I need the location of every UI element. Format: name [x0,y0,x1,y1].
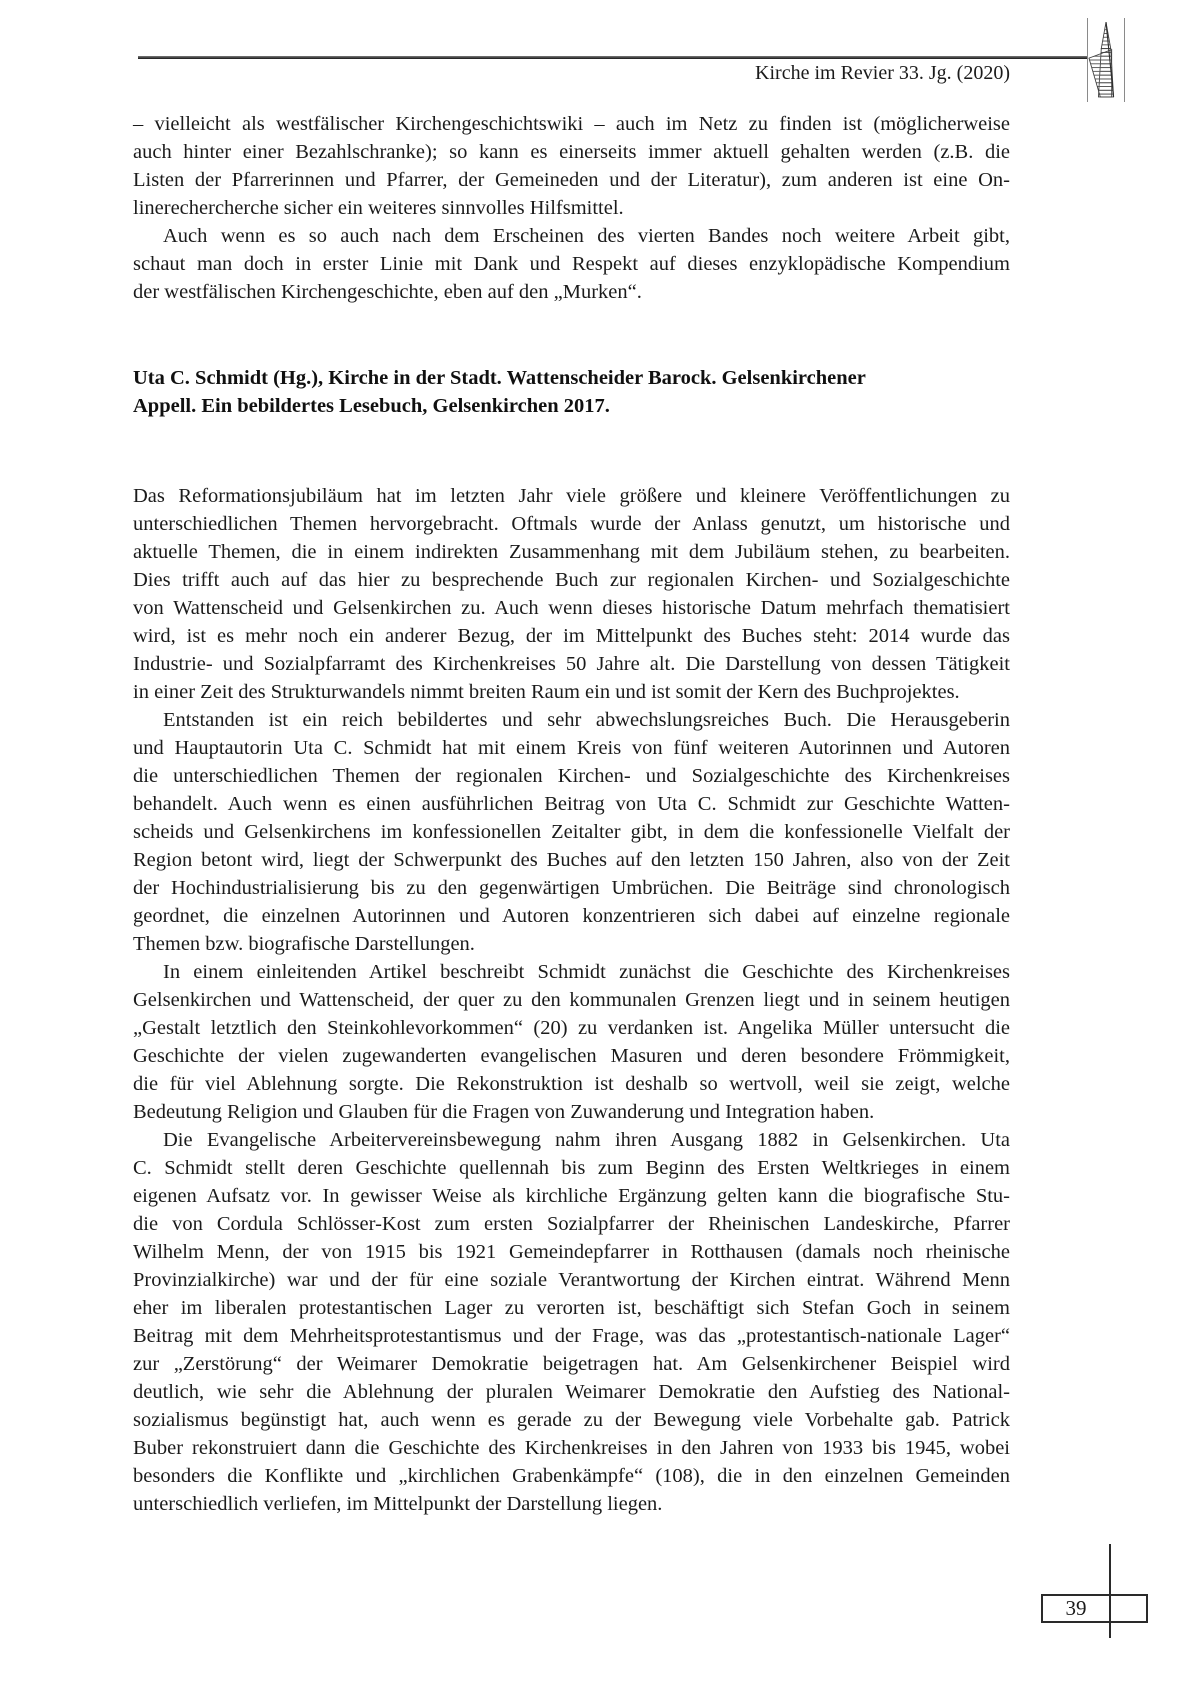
text-line: linerechercherche sicher ein weiteres sinnvolles Hilfsmittel. [133,197,624,219]
paragraph-murken-conclusion [133,222,1010,306]
paragraph-arbeitervereinsbewegung [133,1126,1010,1518]
text-line: Industrie- und Sozialpfarramt des Kirchenkreises 50 Jahre alt. Die Darstellung von dessen Tätigkeit [133,653,1010,675]
text-line: C. Schmidt stellt deren Geschichte quellennah bis zum Beginn des Ersten Weltkrieges in einem [133,1157,1010,1179]
text-line: sozialismus begünstigt hat, auch wenn es gerade zu der Bewegung viele Vorbehalte gab. Patrick [133,1409,1010,1431]
text-line: scheids und Gelsenkirchens im konfessionellen Zeitalter gibt, in dem die konfessionelle Vielfalt der [133,821,1010,843]
text-line: die von Cordula Schlösser-Kost zum ersten Sozialpfarrer der Rheinischen Landeskirche, Pfarrer [133,1213,1010,1235]
text-line: zur „Zerstörung“ der Weimarer Demokratie beigetragen hat. Am Gelsenkirchener Beispiel wird [133,1353,1010,1375]
text-line: besonders die Konflikte und „kirchlichen Grabenkämpfe“ (108), die in den einzelnen Gemeinden [133,1465,1010,1487]
text-line: Appell. Ein bebildertes Lesebuch, Gelsenkirchen 2017. [133,395,610,417]
text-line: eigenen Aufsatz vor. In gewisser Weise als kirchliche Ergänzung gelten kann die biografische Stu- [133,1185,1010,1207]
text-line: Beitrag mit dem Mehrheitsprotestantismus und der Frage, was das „protestantisch-nationale Lager“ [133,1325,1010,1347]
text-line: unterschiedlich verliefen, im Mittelpunkt der Darstellung liegen. [133,1493,663,1515]
text-line: Region betont wird, liegt der Schwerpunkt des Buches auf den letzten 150 Jahren, also von der Zeit [133,849,1010,871]
text-line: in einer Zeit des Strukturwandels nimmt breiten Raum ein und ist somit der Kern des Buchprojektes. [133,681,960,703]
text-line: Wilhelm Menn, der von 1915 bis 1921 Gemeindepfarrer in Rotthausen (damals noch rheinische [133,1241,1010,1263]
text-line: die für viel Ablehnung sorgte. Die Rekonstruktion ist deshalb so wertvoll, weil sie zeigt, welche [133,1073,1010,1095]
text-line: geordnet, die einzelnen Autorinnen und Autoren konzentrieren sich dabei auf einzelne regionale [133,905,1010,927]
text-line: Buber rekonstruiert dann die Geschichte des Kirchenkreises in den Jahren von 1933 bis 1945, wobei [133,1437,1010,1459]
text-line: „Gestalt letztlich den Steinkohlevorkommen“ (20) zu verdanken ist. Angelika Müller untersucht die [133,1017,1010,1039]
text-line: Uta C. Schmidt (Hg.), Kirche in der Stadt. Wattenscheider Barock. Gelsenkirchener [133,367,866,389]
text-line: die unterschiedlichen Themen der regionalen Kirchen- und Sozialgeschichte des Kirchenkreises [133,765,1010,787]
review-heading [133,364,1010,420]
text-line: aktuelle Themen, die in einem indirekten Zusammenhang mit dem Jubiläum stehen, zu bearbeiten. [133,541,1010,563]
text-line: Auch wenn es so auch nach dem Erscheinen des vierten Bandes noch weitere Arbeit gibt, [163,225,1010,247]
text-line: schaut man doch in erster Linie mit Dank und Respekt auf dieses enzyklopädische Kompendium [133,253,1010,275]
text-line: Listen der Pfarrerinnen und Pfarrer, der Gemeineden und der Literatur), zum anderen ist eine On- [133,169,1010,191]
text-line: Geschichte der vielen zugewanderten evangelischen Masuren und deren besondere Frömmigkeit, [133,1045,1010,1067]
section-gap [133,306,1010,364]
article-content [133,110,1010,1518]
text-line: auch hinter einer Bezahlschranke); so kann es einerseits immer aktuell gehalten werden (z.B. die [133,141,1010,163]
section-gap [133,420,1010,482]
text-line: Dies trifft auch auf das hier zu besprechende Buch zur regionalen Kirchen- und Sozialgeschichte [133,569,1010,591]
paragraph-einleitender-artikel [133,958,1010,1126]
text-line: – vielleicht als westfälischer Kirchengeschichtswiki – auch im Netz zu finden ist (möglicherweise [133,113,1010,135]
text-line: wird, ist es mehr noch ein anderer Bezug, der im Mittelpunkt des Buches steht: 2014 wurde das [133,625,1010,647]
journal-header-title: Kirche im Revier 33. Jg. (2020) [755,62,1010,84]
paragraph-reformationsjubilaeum [133,482,1010,706]
text-line: eher im liberalen protestantischen Lager zu verorten ist, beschäftigt sich Stefan Goch in seinem [133,1297,1010,1319]
text-line: deutlich, wie sehr die Ablehnung der pluralen Weimarer Demokratie den Aufstieg des National- [133,1381,1010,1403]
header-rule [138,56,1087,59]
footer-crop-mark [1109,1544,1111,1638]
church-spire-icon [1087,18,1125,102]
text-line: Bedeutung Religion und Glauben für die Fragen von Zuwanderung und Integration haben. [133,1101,875,1123]
text-line: Die Evangelische Arbeitervereinsbewegung nahm ihren Ausgang 1882 in Gelsenkirchen. Uta [163,1129,1010,1151]
text-line: Provinzialkirche) war und der für eine soziale Verantwortung der Kirchen eintrat. Während Menn [133,1269,1010,1291]
text-line: der westfälischen Kirchengeschichte, eben auf den „Murken“. [133,281,642,303]
text-line: In einem einleitenden Artikel beschreibt Schmidt zunächst die Geschichte des Kirchenkreises [163,961,1010,983]
text-line: Gelsenkirchen und Wattenscheid, der quer zu den kommunalen Grenzen liegt und in seinem heutigen [133,989,1010,1011]
page-number: 39 [1065,1596,1087,1620]
paragraph-entstanden [133,706,1010,958]
text-line: und Hauptautorin Uta C. Schmidt hat mit einem Kreis von fünf weiteren Autorinnen und Autoren [133,737,1010,759]
text-line: der Hochindustrialisierung bis zu den gegenwärtigen Umbrüchen. Die Beiträge sind chronologisch [133,877,1010,899]
text-line: Das Reformationsjubiläum hat im letzten Jahr viele größere und kleinere Veröffentlichungen zu [133,485,1010,507]
page-number-box [1041,1594,1148,1623]
text-line: behandelt. Auch wenn es einen ausführlichen Beitrag von Uta C. Schmidt zur Geschichte Watten- [133,793,1010,815]
text-line: von Wattenscheid und Gelsenkirchen zu. Auch wenn dieses historische Datum mehrfach thematisiert [133,597,1010,619]
text-line: unterschiedlichen Themen hervorgebracht. Oftmals wurde der Anlass genutzt, um historische und [133,513,1010,535]
text-line: Themen bzw. biografische Darstellungen. [133,933,475,955]
text-line: Entstanden ist ein reich bebildertes und sehr abwechslungsreiches Buch. Die Herausgeberin [163,709,1010,731]
paragraph-wiki-continuation [133,110,1010,222]
